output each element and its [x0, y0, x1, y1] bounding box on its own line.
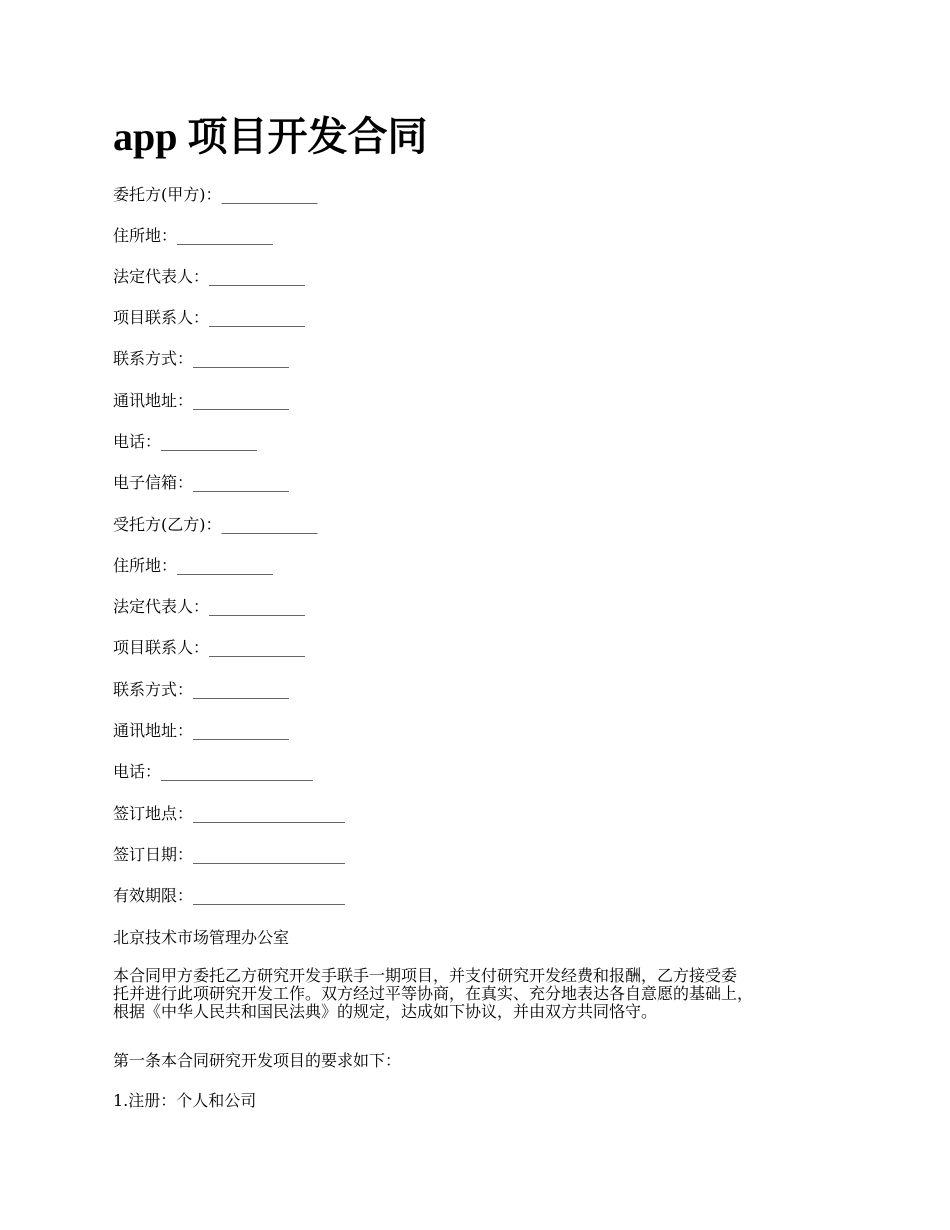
document-title: app 项目开发合同: [113, 114, 428, 159]
field-client-project-contact: 项目联系人：____________: [113, 308, 306, 327]
field-client-contact-method: 联系方式：____________: [113, 349, 290, 368]
article-1-heading: 第一条本合同研究开发项目的要求如下：: [113, 1051, 402, 1070]
field-contractor-contact-method: 联系方式：____________: [113, 680, 290, 699]
intro-line: 本合同甲方委托乙方研究开发手联手一期项目，并支付研究开发经费和报酬，乙方接受委: [113, 966, 738, 985]
field-contractor-phone: 电话：___________________: [113, 762, 314, 781]
field-client-address: 住所地：____________: [113, 226, 274, 245]
field-client-party: 委托方(甲方)：____________: [113, 185, 318, 204]
issuing-office: 北京技术市场管理办公室: [113, 928, 290, 947]
field-signing-date: 签订日期：___________________: [113, 845, 346, 864]
intro-paragraph: [113, 967, 858, 1021]
article-1-item-1: 1.注册：个人和公司: [113, 1091, 257, 1110]
field-signing-place: 签订地点：___________________: [113, 804, 346, 823]
intro-line: 托并进行此项研究开发工作。双方经过平等协商，在真实、充分地表达各自意愿的基础上，: [113, 984, 754, 1003]
field-contractor-address: 住所地：____________: [113, 556, 274, 575]
field-contractor-legal-rep: 法定代表人：____________: [113, 597, 306, 616]
field-client-legal-rep: 法定代表人：____________: [113, 267, 306, 286]
intro-line: 根据《中华人民共和国民法典》的规定，达成如下协议，并由双方共同恪守。: [113, 1002, 658, 1021]
field-contractor-project-contact: 项目联系人：____________: [113, 638, 306, 657]
field-client-phone: 电话：____________: [113, 432, 258, 451]
field-client-mailing-address: 通讯地址：____________: [113, 391, 290, 410]
field-contractor-mailing-address: 通讯地址：____________: [113, 721, 290, 740]
field-contractor-party: 受托方(乙方)：____________: [113, 515, 318, 534]
field-client-email: 电子信箱：____________: [113, 473, 290, 492]
field-validity-period: 有效期限：___________________: [113, 886, 346, 905]
